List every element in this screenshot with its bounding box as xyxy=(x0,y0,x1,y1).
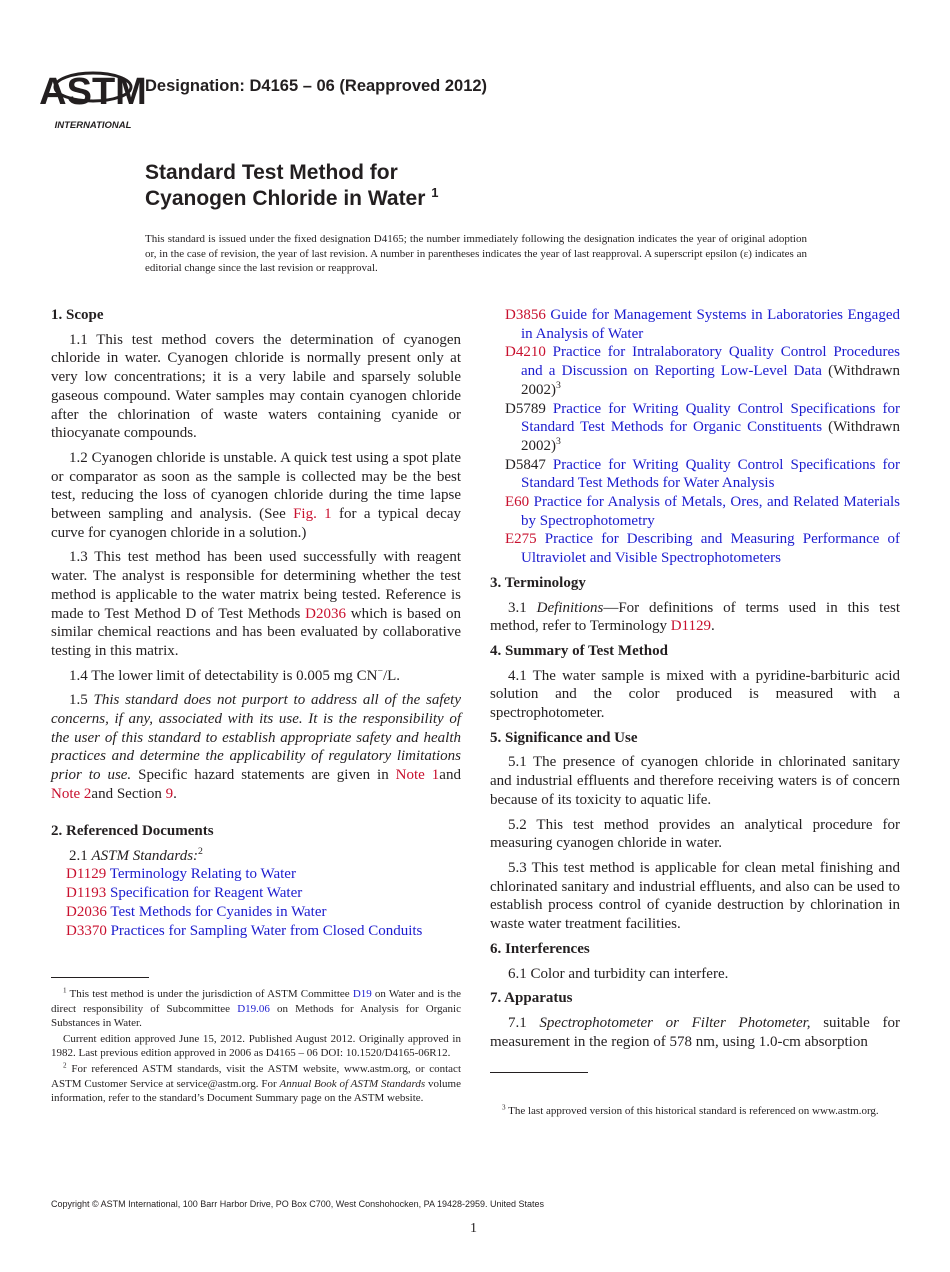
reference-link[interactable]: Test Methods for Cyanides in Water xyxy=(106,903,327,920)
paragraph xyxy=(51,449,461,543)
astm-logo xyxy=(39,60,147,132)
cross-reference-link[interactable]: Note 2 xyxy=(51,785,92,802)
paragraph xyxy=(490,599,900,636)
text: D5847 xyxy=(505,456,546,473)
reference-item xyxy=(490,343,900,399)
paragraph xyxy=(51,1032,461,1061)
footnote-ref[interactable]: 1 xyxy=(63,986,67,995)
reference-item xyxy=(51,884,461,903)
text: (Withdrawn 2002) xyxy=(521,363,900,398)
reference-link[interactable]: Terminology Relating to Water xyxy=(106,866,296,883)
text: 7.1 xyxy=(508,1014,540,1031)
footnote-divider xyxy=(51,977,149,978)
svg-text:INTERNATIONAL: INTERNATIONAL xyxy=(54,120,132,131)
cross-reference-link[interactable]: E60 xyxy=(505,494,530,511)
text: Current edition approved June 15, 2012. Published August 2012. Originally approved in 1982. Last previous edition approved in 2006 as D4165 – 06 DOI: 10.1520/D4165-06R12. xyxy=(51,1032,461,1060)
footnote-ref[interactable]: 2 xyxy=(198,845,203,857)
cross-reference-link[interactable]: D2036 xyxy=(66,903,107,920)
text: 5.3 This test method is applicable for clean metal finishing and chlorinated sanitary and industrial effluents, and also can be used to establish process control of cyanide destruction by chlorination in waste water treatment facilities. xyxy=(490,859,900,933)
title-line-1: Standard Test Method for xyxy=(145,161,398,184)
text: 1.5 xyxy=(69,692,94,709)
text: 5. Significance and Use xyxy=(490,729,638,746)
reference-link[interactable]: Practice for Intralaboratory Quality Control Procedures and a Discussion on Reporting Low-Level Data xyxy=(521,344,900,380)
section-heading xyxy=(490,989,900,1008)
text: on Water and is the direct responsibility of Subcommittee xyxy=(51,988,461,1015)
text: and xyxy=(439,767,461,784)
reference-link[interactable]: Practice for Describing and Measuring Performance of Ultraviolet and Visible Spectrophotometers xyxy=(521,531,900,567)
footnote-ref[interactable]: 2 xyxy=(63,1061,67,1070)
text: For referenced ASTM standards, visit the ASTM website, www.astm.org, or contact ASTM Customer Service at service@astm.org. For xyxy=(51,1062,461,1090)
paragraph xyxy=(51,987,461,1031)
text: 6.1 Color and turbidity can interfere. xyxy=(508,965,729,982)
text: 6. Interferences xyxy=(490,940,590,957)
cross-reference-link[interactable]: D1129 xyxy=(670,618,711,635)
text: 3.1 xyxy=(508,599,537,616)
paragraph xyxy=(490,1014,900,1051)
text: 1.1 This test method covers the determination of cyanogen chloride in water. Cyanogen chloride is normally present only at very low concentrations; it is a very labile and sparsely soluble gaseous compound. Water samples may contain cyanogen chloride after the chlorination of waste waters containing cyanide or thiocyanate compounds. xyxy=(51,331,461,442)
text: 3. Terminology xyxy=(490,574,586,591)
paragraph xyxy=(490,667,900,723)
paragraph xyxy=(51,847,461,866)
page-number: 1 xyxy=(470,1221,477,1236)
reference-link[interactable]: Practices for Sampling Water from Closed Conduits xyxy=(106,922,423,939)
footnote-ref[interactable]: 3 xyxy=(556,379,561,391)
text: . xyxy=(173,785,177,802)
text: 1.3 This test method has been used successfully with reagent water. The analyst is responsible for determining whether the test method is applicable to the water matrix being tested. Reference is made to Test Method D of Test Methods xyxy=(51,549,461,622)
reference-link[interactable]: Guide for Management Systems in Laboratories Engaged in Analysis of Water xyxy=(521,307,900,342)
section-heading xyxy=(490,729,900,748)
paragraph xyxy=(490,965,900,984)
cross-reference-link[interactable]: 9 xyxy=(165,785,174,802)
reference-item xyxy=(51,922,461,941)
text: (Withdrawn 2002) xyxy=(521,419,900,454)
text: /L. xyxy=(382,667,401,684)
left-column-scope xyxy=(51,306,461,810)
text: for a typical decay curve for cyanogen chloride in a solution.) xyxy=(51,506,461,541)
footnote-ref[interactable]: 3 xyxy=(556,435,561,447)
paragraph xyxy=(51,331,461,443)
text: The last approved version of this historical standard is referenced on www.astm.org. xyxy=(505,1105,879,1117)
text: volume information, refer to the standard’s Document Summary page on the ASTM website. xyxy=(51,1077,461,1105)
text: 5.1 The presence of cyanogen chloride in chlorinated sanitary and industrial effluents and therefore receiving waters is of concern because of its toxicity to aquatic life. xyxy=(490,754,900,808)
text: 1.2 Cyanogen chloride is unstable. A quick test using a spot plate or comparator as soon as the sample is collected may be the best test, reducing the loss of cyanogen chloride during the time lapse between sampling and analysis. (See xyxy=(51,449,461,523)
footnote-divider xyxy=(490,1072,588,1073)
text: . xyxy=(711,618,715,635)
paragraph xyxy=(490,753,900,809)
text: Annual Book of ASTM Standards xyxy=(279,1077,426,1090)
title-line-2 xyxy=(145,186,439,212)
intro-note: This standard is issued under the fixed designation D4165; the number immediately following the designation indicates the year of original adoption or, in the case of revision, the year of last revision. A number in parentheses indicates the year of last reapproval. A superscript epsilon (ε) indicates an editorial change since the last revision or reapproval. xyxy=(145,233,807,274)
reference-link[interactable]: Practice for Writing Quality Control Specifications for Standard Test Methods for Water Analysis xyxy=(521,456,900,492)
section-heading xyxy=(490,642,900,661)
text: —For definitions of terms used in this test method, refer to Terminology xyxy=(490,599,901,635)
section-heading xyxy=(51,306,461,325)
text: ASTM Standards: xyxy=(91,847,199,864)
reference-item xyxy=(51,903,461,922)
paragraph xyxy=(490,1104,900,1119)
reference-item xyxy=(51,865,461,884)
reference-link[interactable]: Practice for Writing Quality Control Specifications for Standard Test Methods for Organic Constituents xyxy=(521,400,900,436)
section-heading xyxy=(490,574,900,593)
reference-item xyxy=(490,400,900,456)
paragraph xyxy=(51,691,461,803)
reference-item xyxy=(490,530,900,567)
left-column-referenced-documents xyxy=(51,822,461,940)
text: Spectrophotometer or Filter Photometer, xyxy=(539,1014,811,1031)
text: Definitions xyxy=(536,599,604,616)
text: which is based on similar chemical reactions and has been evaluated by collaborative testing in this matrix. xyxy=(51,605,461,659)
cross-reference-link[interactable]: Note 1 xyxy=(395,767,440,784)
text: 1.4 The lower limit of detectability is 0.005 mg CN xyxy=(69,667,378,684)
copyright: Copyright © ASTM International, 100 Barr Harbor Drive, PO Box C700, West Conshohocken, PA 19428-2959. United States xyxy=(51,1199,545,1209)
cross-reference-link[interactable]: D2036 xyxy=(305,605,346,622)
footnote-ref[interactable]: − xyxy=(377,665,383,677)
cross-reference-link[interactable]: Fig. 1 xyxy=(293,506,332,523)
title-text: Cyanogen Chloride in Water xyxy=(145,187,426,210)
text: suitable for measurement in the region of 578 nm, using 1.0-cm absorption xyxy=(490,1014,900,1050)
text: 4. Summary of Test Method xyxy=(490,642,668,659)
text: on Methods for Analysis for Organic Substances in Water. xyxy=(51,1002,461,1030)
cross-reference-link[interactable]: D1129 xyxy=(66,866,107,883)
text: D5789 xyxy=(505,400,546,417)
right-footnotes xyxy=(490,1104,900,1120)
paragraph xyxy=(490,816,900,853)
text: 2.1 xyxy=(69,847,92,864)
reference-item xyxy=(490,493,900,530)
reference-item xyxy=(490,306,900,343)
text: 5.2 This test method provides an analytical procedure for measuring cyanogen chloride in water. xyxy=(490,816,900,852)
cross-reference-link[interactable]: D4210 xyxy=(505,344,546,361)
page-title xyxy=(145,160,439,212)
right-column xyxy=(490,306,900,1057)
reference-link[interactable]: Specification for Reagent Water xyxy=(106,885,303,902)
paragraph xyxy=(51,1062,461,1106)
text: 1. Scope xyxy=(51,307,104,323)
text: 4.1 The water sample is mixed with a pyridine-barbituric acid solution and the color produced is measured with a spectrophotometer. xyxy=(490,667,900,722)
cross-reference-link[interactable]: D1193 xyxy=(66,885,107,902)
reference-link[interactable]: Practice for Analysis of Metals, Ores, and Related Materials by Spectrophotometry xyxy=(521,494,900,529)
section-heading xyxy=(51,822,461,841)
reference-link[interactable]: D19 xyxy=(352,988,372,1000)
text: 7. Apparatus xyxy=(490,990,573,1007)
designation: Designation: D4165 – 06 (Reapproved 2012) xyxy=(145,77,488,95)
left-footnotes xyxy=(51,987,461,1107)
text: and Section xyxy=(91,785,166,802)
cross-reference-link[interactable]: D3856 xyxy=(505,307,546,323)
paragraph xyxy=(51,548,461,660)
footnote-ref[interactable]: 3 xyxy=(502,1103,506,1112)
svg-text:ASTM: ASTM xyxy=(39,71,147,113)
paragraph xyxy=(490,859,900,934)
cross-reference-link[interactable]: E275 xyxy=(505,531,537,548)
section-heading xyxy=(490,940,900,959)
paragraph xyxy=(51,667,461,686)
text: 2. Referenced Documents xyxy=(51,823,214,839)
text: Specific hazard statements are given in xyxy=(131,767,396,784)
reference-link[interactable]: D19.06 xyxy=(237,1002,270,1015)
text: This test method is under the jurisdiction of ASTM Committee xyxy=(66,988,353,1000)
cross-reference-link[interactable]: D3370 xyxy=(66,922,107,939)
reference-item xyxy=(490,456,900,493)
text: This standard does not purport to address all of the safety concerns, if any, associated with its use. It is the responsibility of the user of this standard to establish appropriate safety and health practices and determine the applicability of regulatory limitations prior to use. xyxy=(51,692,462,784)
title-footnote-ref[interactable]: 1 xyxy=(431,185,439,200)
